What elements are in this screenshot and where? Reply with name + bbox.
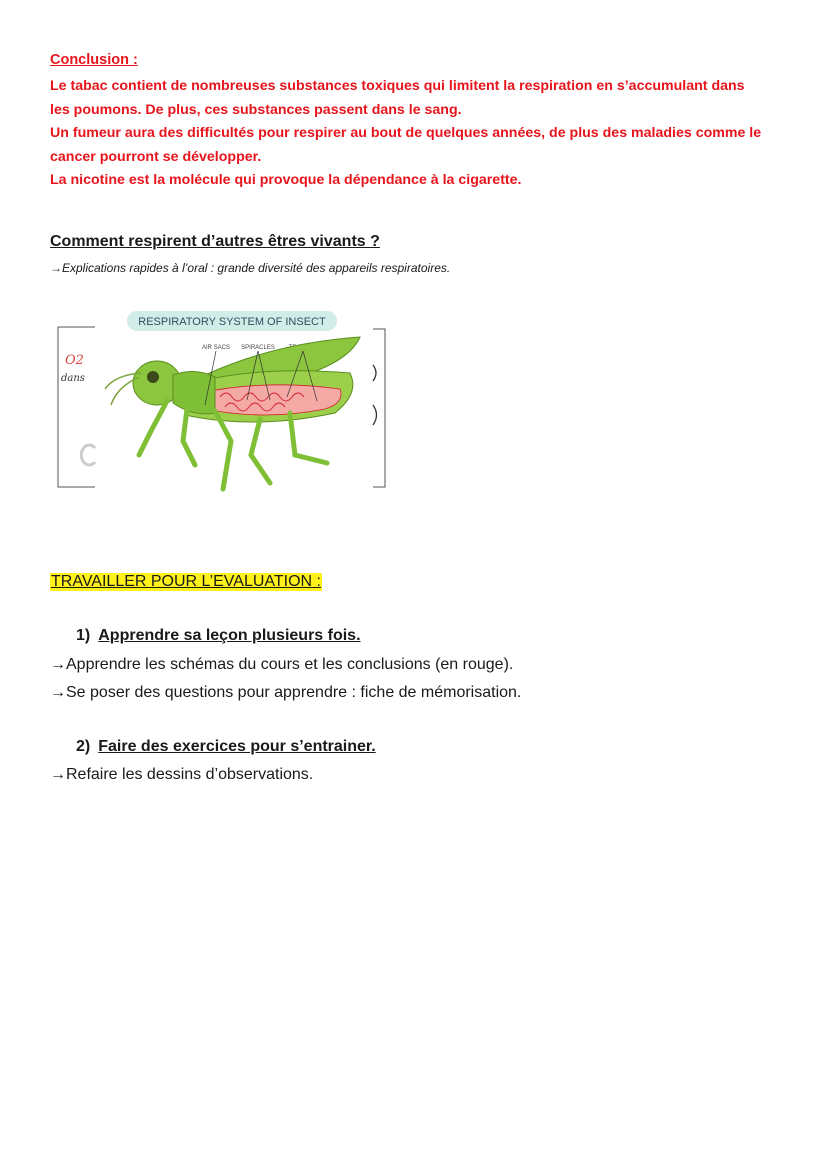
- evaluation-title: TRAVAILLER POUR L’EVALUATION :: [51, 573, 321, 590]
- item-number: 1): [76, 627, 91, 644]
- label-spiracles: SPIRACLES: [241, 345, 275, 351]
- label-air-sacs: AIR SACS: [201, 345, 231, 351]
- evaluation-line: →Apprendre les schémas du cours et les conclusions (en rouge).: [50, 656, 514, 673]
- section-note: →Explications rapides à l’oral : grande diversité des appareils respiratoires.: [50, 261, 451, 275]
- conclusion-heading: Conclusion :: [50, 52, 138, 68]
- evaluation-line: →Se poser des questions pour apprendre : fiche de mémorisation.: [50, 684, 522, 701]
- bracket-left: [58, 327, 95, 487]
- section-title: Comment respirent d’autres êtres vivants ?: [50, 233, 380, 250]
- evaluation-item-1-title: [76, 627, 361, 645]
- conclusion-body: [50, 75, 790, 193]
- evaluation-item-2-title: [76, 738, 376, 756]
- item-label: Faire des exercices pour s’entrainer.: [98, 738, 376, 755]
- conclusion-line: les poumons. De plus, ces substances passent dans le sang.: [50, 101, 462, 118]
- paren-mark-icon: [373, 405, 377, 425]
- item-number: 2): [76, 738, 91, 755]
- handwritten-o2: O2: [65, 353, 84, 368]
- conclusion-line: cancer pourront se développer.: [50, 148, 262, 165]
- handwritten-dans: dans: [61, 373, 85, 384]
- item-label: Apprendre sa leçon plusieurs fois.: [98, 627, 361, 644]
- faded-mark-icon: [81, 445, 95, 465]
- conclusion-line: La nicotine est la molécule qui provoque la dépendance à la cigarette.: [50, 172, 522, 188]
- thorax: [173, 371, 215, 413]
- conclusion-line: Le tabac contient de nombreuses substances toxiques qui limitent la respiration en s’accumulant dans: [50, 78, 745, 94]
- evaluation-line: →Refaire les dessins d’observations.: [50, 766, 314, 783]
- conclusion-line: Un fumeur aura des difficultés pour respirer au bout de quelques années, de plus des maladies comme le: [50, 125, 762, 141]
- eye: [147, 371, 159, 383]
- banner-title: RESPIRATORY SYSTEM OF INSECT: [138, 316, 326, 328]
- paren-mark-icon: [373, 365, 376, 381]
- insect-respiratory-figure: [55, 305, 395, 505]
